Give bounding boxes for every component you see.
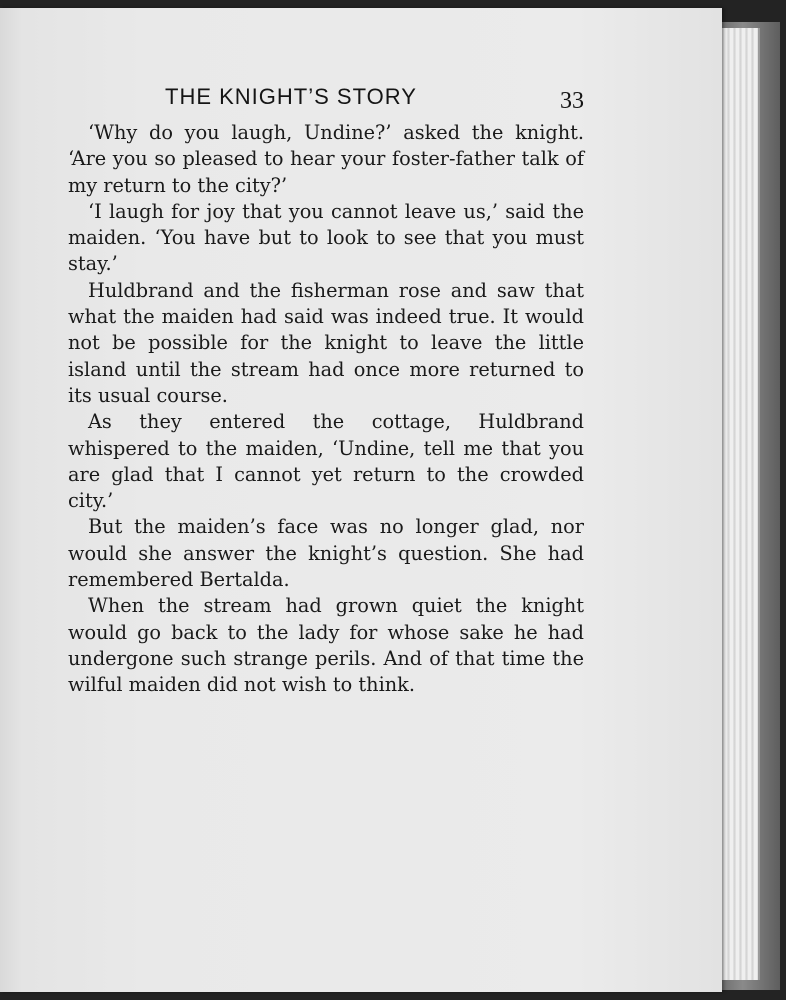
paragraph-6: When the stream had grown quiet the knight would go back to the lady for whose sake he had undergone such strange perils. And of that time the wilful maiden did not wish to think. xyxy=(68,594,584,697)
page-number: 33 xyxy=(560,88,584,114)
page-text-block xyxy=(68,74,584,699)
paragraph-5: But the maiden’s face was no longer glad, nor would she answer the knight’s question. She had remembered Bertalda. xyxy=(68,515,584,592)
paragraph-2: ‘I laugh for joy that you cannot leave us,’ said the maiden. ‘You have but to look to see that you must stay.’ xyxy=(68,199,584,276)
running-title: THE KNIGHT’S STORY xyxy=(165,84,417,109)
paragraph-3: Huldbrand and the fisherman rose and saw that what the maiden had said was indeed true. It would not be possible for the knight to leave the little island until the stream had once more returned to its usual course. xyxy=(68,278,584,407)
paragraph-1: ‘Why do you laugh, Undine?’ asked the knight. ‘Are you so pleased to hear your foster-father talk of my return to the city?’ xyxy=(68,121,584,197)
running-head xyxy=(68,74,584,120)
book-page xyxy=(0,8,722,992)
paragraph-4: As they entered the cottage, Huldbrand whispered to the maiden, ‘Undine, tell me that you are glad that I cannot yet return to the crowded city.’ xyxy=(68,410,584,513)
